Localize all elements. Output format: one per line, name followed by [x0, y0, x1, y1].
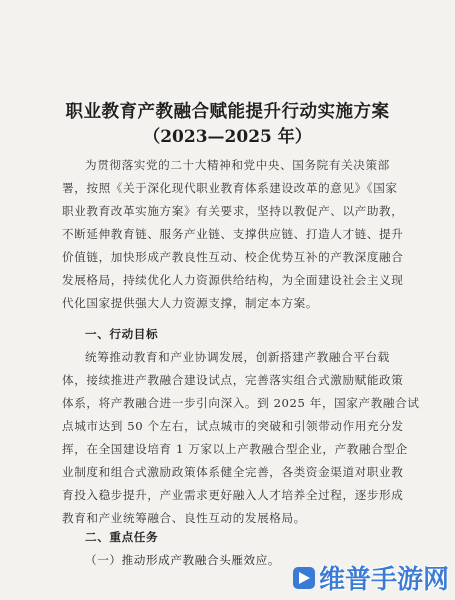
text-line: 代化国家提供强大人力资源支撑，制定本方案。 [62, 296, 319, 310]
text-line: 育投入稳步提升，产业需求更好融入人才培养全过程，逐步形成 [62, 488, 404, 502]
text-line: 职业教育改革实施方案》有关要求，坚持以教促产、以产助教， [62, 204, 404, 218]
text-line: 教育和产业统筹融合、良性互动的发展格局。 [62, 511, 306, 525]
text-line: 为贯彻落实党的二十大精神和党中央、国务院有关决策部 [85, 158, 390, 172]
text-line: 点城市达到 50 个左右，试点城市的突破和引领带动作用充分发 [62, 419, 404, 433]
watermark [293, 559, 449, 596]
watermark-text: 维普手游网 [318, 565, 449, 595]
text-line: 价值链，加快形成产教良性互动、校企优势互补的产教深度融合 [62, 250, 404, 264]
text-line: 体系，将产教融合进一步引向深入。到 2025 年，国家产教融合试 [62, 396, 420, 410]
document-title: 职业教育产教融合赋能提升行动实施方案 [65, 102, 390, 122]
play-logo-icon [293, 567, 315, 589]
text-line: 署，按照《关于深化现代职业教育体系建设改革的意见》《国家 [62, 181, 398, 195]
goals-paragraph [62, 346, 420, 530]
document-subtitle: （2023—2025 年） [143, 127, 312, 147]
intro-paragraph [62, 154, 402, 315]
text-line: 不断延伸教育链、服务产业链、支撑供应链、打造人才链、提升 [62, 227, 404, 241]
section-heading-tasks: 二、重点任务 [85, 530, 159, 544]
text-line: 统筹推动教育和产业协调发展，创新搭建产教融合平台载 [85, 350, 390, 364]
text-line: 挥，在全国建设培育 1 万家以上产教融合型企业，产教融合型企 [62, 442, 408, 456]
text-line: 业制度和组合式激励政策体系健全完善，各类资金渠道对职业教 [62, 465, 404, 479]
text-line: 发展格局，持续优化人力资源供给结构，为全面建设社会主义现 [62, 273, 404, 287]
section-heading-goals: 一、行动目标 [85, 327, 159, 341]
text-line: 体，接续推进产教融合建设试点，完善落实组合式激励赋能政策 [62, 373, 404, 387]
subsection-heading: （一）推动形成产教融合头雁效应。 [85, 553, 281, 567]
